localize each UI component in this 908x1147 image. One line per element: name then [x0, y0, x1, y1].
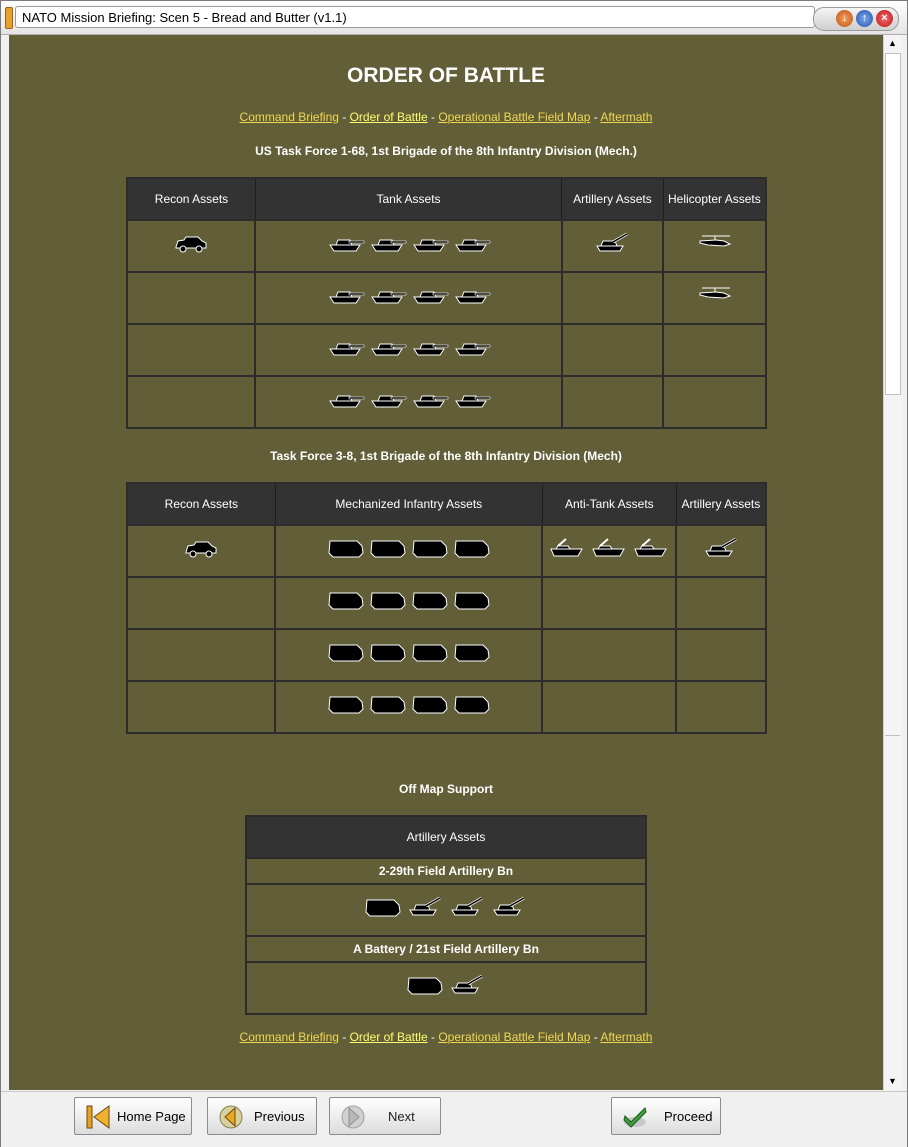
window-title: NATO Mission Briefing: Scen 5 - Bread and Butter (v1.1)	[15, 6, 815, 28]
tank-icon	[411, 283, 449, 305]
anti-tank-cell	[542, 681, 676, 733]
self-propelled-gun-icon	[490, 895, 528, 917]
artillery-cell	[676, 577, 766, 629]
col-header-recon: Recon Assets	[127, 483, 275, 525]
apc-icon	[411, 588, 449, 610]
anti-tank-vehicle-icon	[548, 536, 586, 558]
unit-icons	[276, 682, 541, 714]
tank-icon	[453, 387, 491, 409]
table-row	[246, 962, 646, 1014]
anti-tank-cell	[542, 577, 676, 629]
apc-icon	[327, 536, 365, 558]
helicopter-cell	[663, 324, 766, 376]
armored-car-icon	[182, 536, 220, 558]
section1-heading: US Task Force 1-68, 1st Brigade of the 8th Infantry Division (Mech.)	[255, 144, 637, 158]
unit-icons	[563, 377, 663, 387]
helicopter-icon	[696, 283, 734, 305]
nav-battle-field-map[interactable]: Operational Battle Field Map	[438, 110, 591, 124]
home-page-label: Home Page	[117, 1109, 186, 1124]
unit-group-assets	[246, 884, 646, 936]
minimize-icon[interactable]: ↓	[836, 10, 853, 27]
mech-infantry-cell	[275, 525, 542, 577]
tank-icon	[327, 387, 365, 409]
col-header-mech-infantry: Mechanized Infantry Assets	[275, 483, 542, 525]
tank-cell	[255, 272, 561, 324]
col-header-artillery: Artillery Assets	[246, 816, 646, 858]
recon-cell	[127, 629, 275, 681]
unit-group-assets	[246, 962, 646, 1014]
recon-cell	[127, 577, 275, 629]
unit-icons	[677, 630, 765, 640]
col-header-anti-tank: Anti-Tank Assets	[542, 483, 676, 525]
unit-icons	[128, 630, 274, 640]
tank-icon	[453, 231, 491, 253]
anti-tank-vehicle-icon	[590, 536, 628, 558]
artillery-cell	[562, 272, 664, 324]
unit-icons	[276, 526, 541, 558]
tank-cell	[255, 324, 561, 376]
unit-icons	[128, 578, 274, 588]
artillery-cell	[676, 525, 766, 577]
unit-icons	[256, 221, 560, 253]
unit-icons	[276, 630, 541, 662]
app-icon	[5, 7, 13, 29]
unit-icons	[128, 682, 274, 692]
recon-cell	[127, 220, 255, 272]
scroll-up-icon[interactable]: ▲	[888, 38, 897, 48]
home-page-button[interactable]	[74, 1097, 192, 1135]
unit-icons	[128, 273, 254, 283]
nav-separator: -	[338, 1030, 350, 1044]
apc-icon	[369, 692, 407, 714]
proceed-button[interactable]	[611, 1097, 721, 1135]
self-propelled-gun-icon	[702, 536, 740, 558]
apc-icon	[453, 588, 491, 610]
tank-cell	[255, 376, 561, 428]
task-force-1-68-table	[126, 177, 767, 429]
apc-icon	[369, 640, 407, 662]
previous-label: Previous	[254, 1109, 305, 1124]
section2-heading: Task Force 3-8, 1st Brigade of the 8th Infantry Division (Mech)	[270, 449, 622, 463]
self-propelled-gun-icon	[406, 895, 444, 917]
recon-cell	[127, 376, 255, 428]
apc-icon	[453, 536, 491, 558]
artillery-cell	[676, 629, 766, 681]
unit-icons	[128, 221, 254, 253]
unit-icons	[256, 325, 560, 357]
tank-icon	[411, 387, 449, 409]
title-bar[interactable]	[1, 1, 907, 35]
col-header-artillery: Artillery Assets	[562, 178, 664, 220]
mech-infantry-cell	[275, 681, 542, 733]
next-arrow-icon	[340, 1104, 366, 1130]
unit-icons	[247, 885, 645, 917]
helicopter-icon	[696, 231, 734, 253]
table-row	[127, 272, 766, 324]
table-row	[127, 525, 766, 577]
scroll-down-icon[interactable]: ▼	[888, 1076, 897, 1086]
unit-icons	[677, 682, 765, 692]
col-header-tank: Tank Assets	[255, 178, 561, 220]
self-propelled-gun-icon	[448, 973, 486, 995]
tank-icon	[411, 335, 449, 357]
unit-icons	[543, 526, 675, 558]
page-title: ORDER OF BATTLE	[347, 64, 545, 87]
apc-icon	[327, 692, 365, 714]
nav-aftermath[interactable]: Aftermath	[600, 110, 653, 124]
tank-icon	[327, 335, 365, 357]
task-force-3-8-table	[126, 482, 767, 734]
mech-infantry-cell	[275, 577, 542, 629]
anti-tank-vehicle-icon	[632, 536, 670, 558]
unit-icons	[563, 273, 663, 283]
tank-icon	[453, 283, 491, 305]
helicopter-cell	[663, 376, 766, 428]
next-label: Next	[388, 1109, 415, 1124]
maximize-icon[interactable]: ↑	[856, 10, 873, 27]
unit-icons	[664, 273, 765, 305]
mech-infantry-cell	[275, 629, 542, 681]
bottom-nav	[9, 1030, 883, 1044]
nav-aftermath[interactable]: Aftermath	[600, 1030, 653, 1044]
col-header-artillery: Artillery Assets	[676, 483, 766, 525]
artillery-cell	[676, 681, 766, 733]
apc-icon	[406, 973, 444, 995]
tank-icon	[369, 335, 407, 357]
next-button[interactable]	[329, 1097, 441, 1135]
unit-group-name: 2-29th Field Artillery Bn	[246, 858, 646, 884]
unit-icons	[664, 325, 765, 335]
tank-icon	[411, 231, 449, 253]
unit-icons	[563, 221, 663, 253]
unit-icons	[256, 377, 560, 409]
tank-icon	[369, 231, 407, 253]
apc-icon	[453, 640, 491, 662]
self-propelled-gun-icon	[593, 231, 631, 253]
recon-cell	[127, 681, 275, 733]
off-map-support-table	[245, 815, 647, 1015]
tank-icon	[369, 387, 407, 409]
apc-icon	[327, 640, 365, 662]
self-propelled-gun-icon	[448, 895, 486, 917]
unit-icons	[543, 682, 675, 692]
recon-cell	[127, 525, 275, 577]
unit-icons	[128, 325, 254, 335]
table-row	[127, 629, 766, 681]
apc-icon	[411, 692, 449, 714]
artillery-cell	[562, 220, 664, 272]
unit-icons	[677, 526, 765, 558]
apc-icon	[411, 640, 449, 662]
apc-icon	[369, 536, 407, 558]
unit-icons	[563, 325, 663, 335]
nav-separator: -	[427, 110, 439, 124]
unit-icons	[256, 273, 560, 305]
recon-cell	[127, 272, 255, 324]
unit-icons	[128, 377, 254, 387]
table-row	[127, 681, 766, 733]
close-icon[interactable]: ×	[876, 10, 893, 27]
nav-separator: -	[427, 1030, 439, 1044]
apc-icon	[369, 588, 407, 610]
unit-icons	[543, 630, 675, 640]
window-controls	[813, 7, 899, 31]
anti-tank-cell	[542, 525, 676, 577]
armored-car-icon	[172, 231, 210, 253]
table-row	[127, 577, 766, 629]
nav-command-briefing[interactable]: Command Briefing	[239, 110, 339, 124]
home-first-icon	[85, 1104, 111, 1130]
scroll-track-mark	[885, 735, 900, 736]
artillery-cell	[562, 376, 664, 428]
section3-heading: Off Map Support	[399, 782, 493, 796]
helicopter-cell	[663, 272, 766, 324]
previous-button[interactable]	[207, 1097, 317, 1135]
tank-icon	[453, 335, 491, 357]
unit-group-header	[246, 936, 646, 962]
table-row	[127, 220, 766, 272]
unit-icons	[677, 578, 765, 588]
proceed-label: Proceed	[664, 1109, 713, 1124]
unit-icons	[664, 377, 765, 387]
previous-arrow-icon	[218, 1104, 244, 1130]
apc-icon	[327, 588, 365, 610]
unit-icons	[247, 963, 645, 995]
navigation-bar	[1, 1091, 907, 1147]
nav-separator: -	[338, 110, 350, 124]
table-row	[127, 324, 766, 376]
artillery-cell	[562, 324, 664, 376]
table-row	[127, 376, 766, 428]
nav-command-briefing[interactable]: Command Briefing	[239, 1030, 339, 1044]
unit-icons	[664, 221, 765, 253]
scroll-thumb[interactable]	[885, 53, 901, 395]
nav-battle-field-map[interactable]: Operational Battle Field Map	[438, 1030, 591, 1044]
unit-group-header	[246, 858, 646, 884]
nav-separator: -	[590, 110, 601, 124]
apc-icon	[411, 536, 449, 558]
helicopter-cell	[663, 220, 766, 272]
table-row	[246, 884, 646, 936]
tank-icon	[369, 283, 407, 305]
apc-icon	[453, 692, 491, 714]
tank-cell	[255, 220, 561, 272]
unit-group-name: A Battery / 21st Field Artillery Bn	[246, 936, 646, 962]
tank-icon	[327, 231, 365, 253]
col-header-helicopter: Helicopter Assets	[663, 178, 766, 220]
unit-icons	[543, 578, 675, 588]
tank-icon	[327, 283, 365, 305]
unit-icons	[276, 578, 541, 610]
checkmark-icon	[622, 1104, 648, 1130]
top-nav	[9, 110, 883, 124]
vertical-scrollbar[interactable]	[883, 35, 901, 1090]
anti-tank-cell	[542, 629, 676, 681]
col-header-recon: Recon Assets	[127, 178, 255, 220]
nav-order-of-battle[interactable]: Order of Battle	[349, 110, 428, 124]
nav-separator: -	[590, 1030, 601, 1044]
briefing-content	[9, 35, 883, 1090]
recon-cell	[127, 324, 255, 376]
nav-order-of-battle[interactable]: Order of Battle	[349, 1030, 428, 1044]
apc-icon	[364, 895, 402, 917]
unit-icons	[128, 526, 274, 558]
